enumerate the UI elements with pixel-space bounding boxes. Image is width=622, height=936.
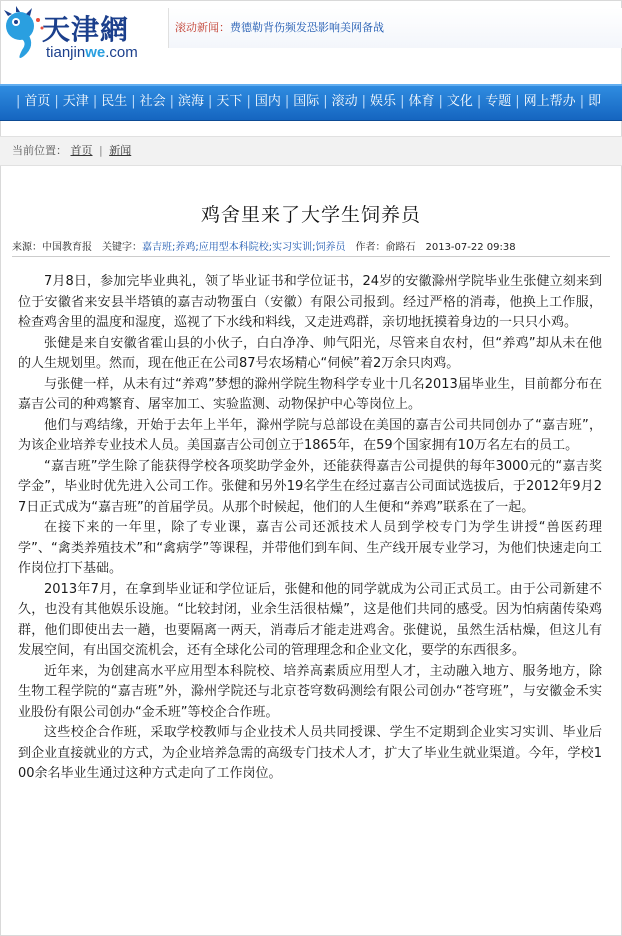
nav-separator: |	[515, 94, 520, 109]
article-meta	[12, 238, 618, 253]
nav-separator: |	[169, 94, 175, 109]
article-body	[18, 272, 602, 785]
nav-separator: |	[400, 94, 405, 109]
nav-separator: |	[208, 94, 213, 109]
keywords-label: 关键字：	[102, 242, 142, 253]
article-paragraph: 近年来，为创建高水平应用型本科院校、培养高素质应用型人才，主动融入地方、服务地方，除生物工程学院的“嘉吉班”外，滁州学院还与北京苍穹数码测绘有限公司创办“苍穹班”，与安徽金禾实业股份有限公司创办“金禾班”等校企合作班。	[18, 663, 602, 720]
breadcrumb-news-link[interactable]: 新闻	[109, 144, 132, 157]
article-paragraph: 7月8日，参加完毕业典礼，领了毕业证书和学位证书，24岁的安徽滁州学院毕业生张健立刻来到位于安徽省来安县半塔镇的嘉吉动物蛋白（安徽）有限公司报到。经过严格的消毒，他换上工作服，检查鸡舍里的温度和湿度，巡视了下水线和料线，又走进鸡群，亲切地抚摸着身边的一只只小鸡。	[18, 274, 602, 330]
article-paragraph: 他们与鸡结缘，开始于去年上半年，滁州学院与总部设在美国的嘉吉公司共同创办了“嘉吉班”，为该企业培养专业技术人员。美国嘉吉公司创立于1865年，在59个国家拥有10万名左右的员工。	[18, 417, 602, 453]
article-paragraph: 2013年7月，在拿到毕业证和学位证后，张健和他的同学就成为公司正式员工。由于公司新建不久，也没有其他娱乐设施。“比较封闭，业余生活很枯燥”，这是他们共同的感受。因为怕病菌传染鸡群，他们即使出去一趟，也要隔离一两天，消毒后才能走进鸡舍。张健说，虽然生活枯燥，但这儿有发展空间，有出国交流机会，还有全球化公司的管理理念和企业文化，要学的东西很多。	[18, 581, 602, 658]
nav-separator: |	[131, 94, 136, 109]
nav-item[interactable]: 即	[588, 94, 602, 109]
breadcrumb-separator: |	[99, 144, 103, 157]
nav-item[interactable]: 文化	[446, 94, 473, 109]
nav-separator: |	[284, 94, 290, 109]
seahorse-logo-icon	[2, 6, 46, 64]
logo-domain	[46, 44, 138, 61]
logo-chinese-name: 天津網	[42, 13, 130, 46]
article-paragraph: 张健是来自安徽省霍山县的小伙子，白白净净、帅气阳光，尽管来自农村，但“养鸡”却从未在他的人生规划里。然而，现在他正在公司87号农场精心“伺候”着2万余只肉鸡。	[18, 335, 602, 371]
nav-separator: |	[16, 94, 21, 109]
nav-item[interactable]: 社会	[139, 94, 166, 109]
nav-item[interactable]: 网上帮办	[523, 94, 576, 109]
nav-separator: |	[323, 94, 328, 109]
nav-item[interactable]: 国内	[254, 94, 281, 109]
article-keywords[interactable]: 嘉吉班;养鸡;应用型本科院校;实习实训;饲养员	[142, 242, 346, 253]
site-logo[interactable]	[2, 6, 172, 64]
nav-separator: |	[92, 94, 98, 109]
nav-item[interactable]: 滨海	[178, 94, 205, 109]
author-label: 作者：	[355, 242, 386, 253]
nav-separator: |	[361, 94, 367, 109]
ticker-label: 滚动新闻：	[175, 21, 230, 34]
nav-separator: |	[246, 94, 251, 109]
logo-domain-suffix: .com	[105, 44, 138, 61]
article-paragraph: 与张健一样，从未有过“养鸡”梦想的滁州学院生物科学专业十几名2013届毕业生，目前都分布在嘉吉公司的种鸡繁育、屠宰加工、实验监测、动物保护中心等岗位上。	[18, 376, 602, 412]
breadcrumb	[0, 136, 622, 166]
nav-item[interactable]: 专题	[485, 94, 512, 109]
main-nav	[0, 84, 622, 121]
nav-item[interactable]: 体育	[408, 94, 435, 109]
ticker-headline-link[interactable]: 费德勒背伤频发恐影响美网备战	[230, 21, 384, 34]
nav-separator: |	[54, 94, 59, 109]
nav-item[interactable]: 首页	[24, 94, 51, 109]
nav-item[interactable]: 娱乐	[370, 94, 397, 109]
source-label: 来源：	[12, 242, 42, 253]
site-header	[0, 0, 622, 68]
news-ticker	[168, 8, 622, 48]
article-title: 鸡舍里来了大学生饲养员	[200, 204, 421, 226]
meta-divider	[12, 256, 610, 257]
nav-separator: |	[476, 94, 482, 109]
logo-domain-we: we	[85, 44, 106, 61]
article-datetime: 2013-07-22 09:38	[425, 242, 516, 253]
nav-item[interactable]: 国际	[293, 94, 320, 109]
nav-item[interactable]: 民生	[101, 94, 128, 109]
nav-item[interactable]: 天津	[62, 94, 89, 109]
nav-separator: |	[579, 94, 585, 109]
article-paragraph: 这些校企合作班，采取学校教师与企业技术人员共同授课、学生不定期到企业实习实训、毕业后到企业直接就业的方式，为企业培养急需的高级专门技术人才，扩大了毕业生就业渠道。今年，学校100余名毕业生通过这种方式走向了工作岗位。	[18, 725, 602, 781]
article-source: 中国教育报	[42, 242, 92, 253]
nav-item[interactable]: 滚动	[331, 94, 358, 109]
breadcrumb-label: 当前位置：	[12, 144, 67, 157]
nav-separator: |	[438, 94, 443, 109]
article-paragraph: 在接下来的一年里，除了专业课，嘉吉公司还派技术人员到学校专门为学生讲授“兽医药理学”、“禽类养殖技术”和“禽病学”等课程，并带他们到车间、生产线开展专业学习，为他们快速走向工作岗位打下基础。	[18, 520, 602, 576]
article-author: 俞路石	[385, 242, 416, 253]
logo-domain-prefix: tianjin	[46, 44, 86, 61]
breadcrumb-home-link[interactable]: 首页	[70, 144, 93, 157]
article-paragraph: “嘉吉班”学生除了能获得学校各项奖助学金外，还能获得嘉吉公司提供的每年3000元的“嘉吉奖学金”，毕业时优先进入公司工作。张健和另外19名学生在经过嘉吉公司面试选拔后，于2012年9月27日正式成为“嘉吉班”的首届学员。从那个时候起，他们的人生便和“养鸡”联系在了一起。	[18, 458, 602, 515]
nav-item[interactable]: 天下	[216, 94, 243, 109]
